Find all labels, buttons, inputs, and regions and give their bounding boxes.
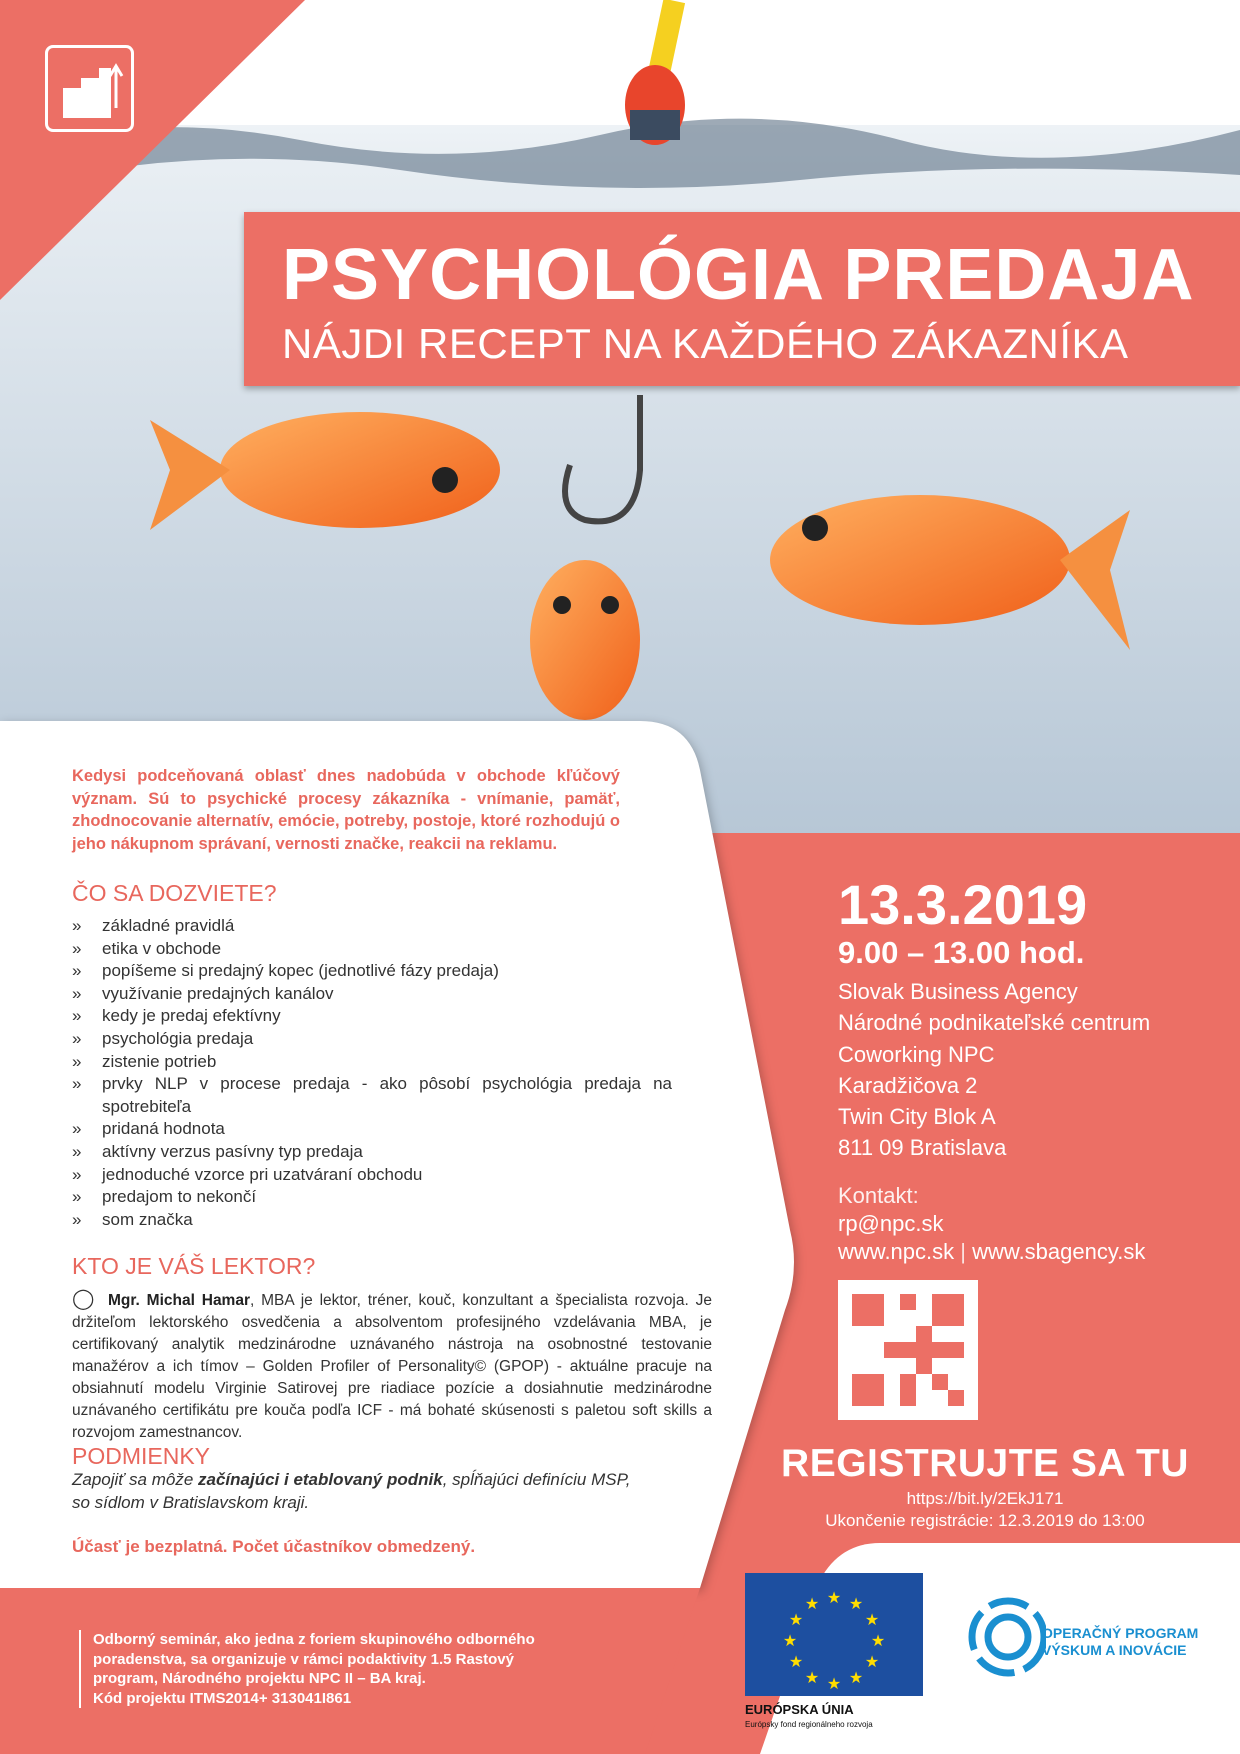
footer-line: Kód projektu ITMS2014+ 313041I861 (93, 1689, 352, 1707)
footer-line: Odborný seminár, ako jedna z foriem skupinového odborného (93, 1631, 535, 1648)
event-date: 13.3.2019 (838, 873, 1088, 936)
conditions-pre: Zapojiť sa môže (72, 1470, 199, 1489)
lector-text: , MBA je lektor, tréner, kouč, konzultant a špecialista rozvoja. Je držiteľom lektorského osvedčenia a absolventom profesijného vzdelávania MBA, je certifikovaný analytik medzinárodne uznávaného nástroja na osobnostné testovanie manažérov a ich tímov – Golden Profiler of Personality© (GPOP) - aktuálne pracuje na obsiahnutí modelu Virginie Satirovej pre riadiace pozície a dosiahnutie medzinárodne uznávaného certifikátu pre kouča podľa ICF - má bohaté skúsenosti s paletou soft skills a rozvojom zamestnancov. (72, 1292, 712, 1441)
register-heading: REGISTRUJTE SA TU (781, 1442, 1189, 1485)
list-item: » základné pravidlá (72, 915, 672, 938)
svg-text:★: ★ (804, 1670, 820, 1687)
lector-heading: KTO JE VÁŠ LEKTOR? (72, 1253, 316, 1279)
op-logo-icon (966, 1592, 1046, 1682)
op-logo-text (1042, 1625, 1198, 1659)
list-item: » jednoduché vzorce pri uzatváraní obchodu (72, 1164, 672, 1187)
qr-code-pattern (852, 1294, 964, 1406)
conditions-post: , spĺňajúci definíciu MSP, so sídlom v Bratislavskom kraji. (72, 1470, 631, 1512)
web-link-npc[interactable]: www.npc.sk (838, 1239, 955, 1264)
page-subtitle: NÁJDI RECEPT NA KAŽDÉHO ZÁKAZNÍKA (282, 320, 1129, 367)
conditions-heading: PODMIENKY (72, 1443, 211, 1469)
list-item: » pridaná hodnota (72, 1118, 672, 1141)
list-item: » etika v obchode (72, 938, 672, 961)
svg-text:★: ★ (788, 1612, 804, 1629)
svg-text:★: ★ (848, 1670, 864, 1687)
footer-line: program, Národného projektu NPC II – BA kraj. (93, 1670, 426, 1687)
list-item: » kedy je predaj efektívny (72, 1005, 672, 1028)
list-item: » prvky NLP v procese predaja - ako pôsobí psychológia predaja na spotrebiteľa (72, 1073, 672, 1118)
svg-text:★: ★ (848, 1596, 864, 1613)
address-line: Coworking NPC (838, 1041, 995, 1067)
register-deadline: Ukončenie registrácie: 12.3.2019 do 13:00 (825, 1511, 1145, 1530)
person-icon: ◯ (72, 1288, 95, 1310)
address-line: Karadžičova 2 (838, 1072, 978, 1098)
qr-code[interactable] (838, 1280, 978, 1420)
svg-text:★: ★ (826, 1590, 842, 1607)
contact-block: Kontakt: rp@npc.sk www.npc.sk | www.sbagency.sk (838, 1183, 1146, 1264)
address-line: Twin City Blok A (838, 1104, 996, 1130)
list-item: » som značka (72, 1209, 672, 1232)
list-item: » popíšeme si predajný kopec (jednotlivé fázy predaja) (72, 960, 672, 983)
address-line: Národné podnikateľské centrum (838, 1010, 1151, 1036)
footer-note (79, 1630, 559, 1708)
web-link-sbagency[interactable]: www.sbagency.sk (972, 1239, 1146, 1264)
contact-label: Kontakt: (838, 1183, 919, 1208)
svg-text:★: ★ (782, 1633, 798, 1650)
register-link[interactable]: https://bit.ly/2EkJ171 (906, 1489, 1064, 1508)
free-note: Účasť je bezplatná. Počet účastníkov obmedzený. (72, 1537, 476, 1556)
conditions-bold: začínajúci i etablovaný podnik (198, 1470, 443, 1489)
lector-name: Mgr. Michal Hamar (108, 1292, 250, 1309)
title-banner (244, 212, 1240, 386)
contact-email-link[interactable]: rp@npc.sk (838, 1211, 944, 1236)
eu-stars-icon (745, 1573, 923, 1696)
eu-label: EURÓPSKA ÚNIA (745, 1702, 854, 1717)
app-logo (45, 45, 134, 132)
list-item: » psychológia predaja (72, 1028, 672, 1051)
op-label-2: VÝSKUM A INOVÁCIE (1042, 1642, 1187, 1658)
svg-text:★: ★ (788, 1654, 804, 1671)
svg-text:★: ★ (826, 1676, 842, 1693)
coins-growth-icon (48, 48, 131, 129)
op-label-1: OPERAČNÝ PROGRAM (1042, 1625, 1199, 1641)
footer-line: poradenstva, sa organizuje v rámci podaktivity 1.5 Rastový (93, 1650, 514, 1668)
list-item: » predajom to nekončí (72, 1186, 672, 1209)
address-line: 811 09 Bratislava (838, 1135, 1007, 1161)
address-line: Slovak Business Agency (838, 979, 1078, 1004)
conditions-text (72, 1468, 632, 1514)
lector-bio (72, 1288, 712, 1444)
intro-text: Kedysi podceňovaná oblasť dnes nadobúda v obchode kľúčový význam. Sú to psychické procesy zákazníka - vnímanie, pamäť, zhodnocovanie alternatív, emócie, potreby, postoje, ktoré rozhodujú o jeho nákupnom správaní, vernosti značke, reakcii na reklamu. (72, 767, 620, 853)
eu-flag-logo (745, 1573, 923, 1696)
svg-text:★: ★ (864, 1612, 880, 1629)
list-item: » využívanie predajných kanálov (72, 983, 672, 1006)
eu-sublabel: Európsky fond regionálneho rozvoja (745, 1720, 873, 1729)
learn-heading: ČO SA DOZVIETE? (72, 880, 277, 906)
svg-text:★: ★ (870, 1633, 886, 1650)
event-address (838, 976, 1150, 1164)
event-time: 9.00 – 13.00 hod. (838, 935, 1085, 970)
svg-text:★: ★ (864, 1654, 880, 1671)
list-item: » zistenie potrieb (72, 1051, 672, 1074)
svg-text:★: ★ (804, 1596, 820, 1613)
learn-list (72, 915, 672, 1231)
page-title: PSYCHOLÓGIA PREDAJA (282, 235, 1195, 315)
list-item: » aktívny verzus pasívny typ predaja (72, 1141, 672, 1164)
